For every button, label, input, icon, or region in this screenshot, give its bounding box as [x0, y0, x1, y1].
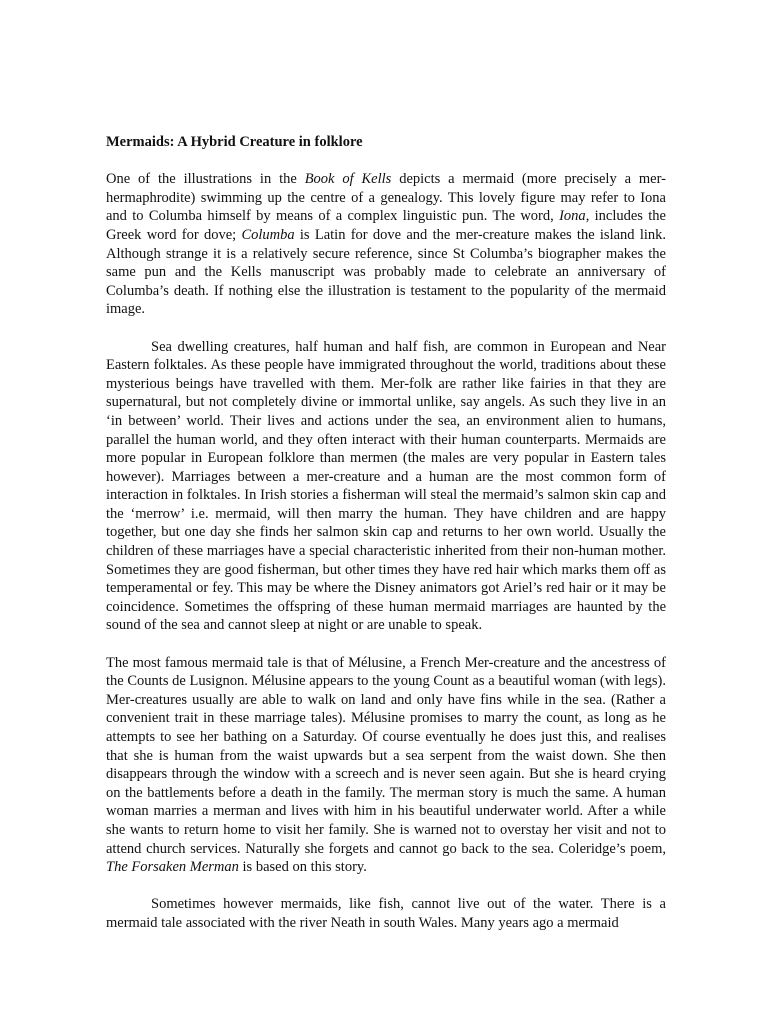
text-run: is Latin for dove and the mer-creature makes the island link. Although strange it is a relatively secure reference, since St Columba’s biographer makes the same pun and the Kells manuscript was probably made to celebrate an anniversary of Columba’s death. If nothing else the illustration is testament to the popularity of the mermaid image. [106, 226, 667, 318]
text-run: One of the illustrations in the [106, 171, 305, 188]
italic-word-iona: Iona [559, 208, 586, 225]
text-run: depicts a mermaid (more precisely a mer-hermaphrodite) swimming up the centre of a genealogy. This lovely figure may refer to Iona and to Columba himself by means of a complex linguistic pun. The word, [106, 171, 666, 225]
text-run: is based on this story. [238, 859, 367, 876]
paragraph-river-neath: Sometimes however mermaids, like fish, cannot live out of the water. There is a mermaid tale associated with the river Neath in south Wales. Many years ago a mermaid [106, 896, 666, 931]
italic-poem-title: The Forsaken Merman [106, 859, 239, 876]
document-body [106, 133, 666, 933]
italic-word-columba: Columba [241, 226, 295, 243]
paragraph-sea-dwelling-creatures: Sea dwelling creatures, half human and half fish, are common in European and Near Eastern folktales. As these people have immigrated throughout the world, traditions about these mysterious beings have travelled with them. Mer-folk are rather like fairies in that they are supernatural, but not completely divine or immortal unlike, say angels. As such they live in an ‘in between’ world. Their lives and actions under the sea, an environment alien to humans, parallel the human world, and they often interact with their human counterparts. Mermaids are more popular in European folklore than mermen (the males are very popular in Eastern tales however). Marriages between a mer-creature and a human are the most common form of interaction in folktales. In Irish stories a fisherman will steal the mermaid’s salmon skin cap and the ‘merrow’ i.e. mermaid, will then marry the human. They have children and are happy together, but one day she finds her salmon skin cap and returns to her own world. Usually the children of these marriages have a special characteristic inherited from their non-human mother. Sometimes they are good fisherman, but other times they have red hair which marks them off as temperamental or fey. This may be where the Disney animators got Ariel’s red hair or it may be coincidence. Sometimes the offspring of these human mermaid marriages are haunted by the sound of the sea and cannot sleep at night or are unable to speak. [106, 338, 666, 634]
paragraph-melusine [106, 654, 666, 877]
document-title: Mermaids: A Hybrid Creature in folklore [106, 134, 363, 150]
text-run: The most famous mermaid tale is that of Mélusine, a French Mer-creature and the ancestress of the Counts de Lusignon. Mélusine appears to the young Count as a beautiful woman (with legs). Mer-creatures usually are able to walk on land and only have fins while in the sea. (Rather a convenient trait in these marriage tales). Mélusine promises to marry the count, as long as he attempts to see her bathing on a Saturday. Of course eventually he does just this, and realises that she is human from the waist upwards but a sea serpent from the waist down. She then disappears through the window with a screech and is never seen again. But she is heard crying on the battlements before a death in the family. The merman story is much the same. A human woman marries a merman and lives with him in his beautiful underwater world. After a while she wants to return home to visit her family. She is warned not to overstay her visit and not to attend church services. Naturally she forgets and cannot go back to the sea. Coleridge’s poem, [106, 654, 666, 857]
paragraph-book-of-kells [106, 170, 666, 319]
text-run: , includes the Greek word for dove; [106, 208, 666, 243]
italic-book-title: Book of Kells [304, 171, 392, 188]
